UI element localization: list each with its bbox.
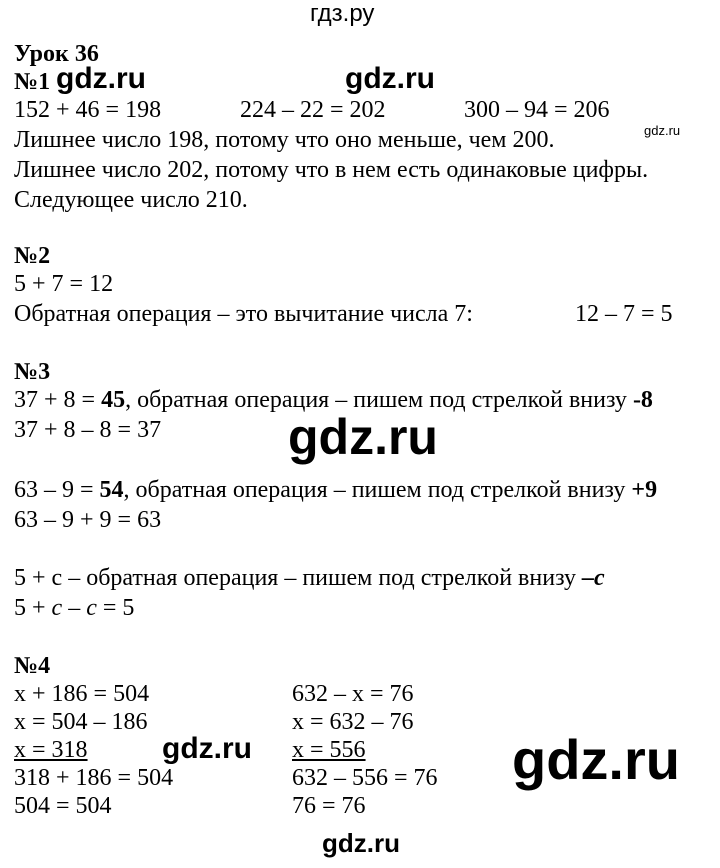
task3-a-result: 45 <box>101 387 126 413</box>
task2-text: Обратная операция – это вычитание числа 7: <box>14 301 473 327</box>
task3-b-result: 54 <box>99 477 124 503</box>
task3-b-sign: +9 <box>631 477 658 503</box>
task3-a-check: 37 + 8 – 8 = 37 <box>14 417 162 443</box>
task4-left-line-1: x + 186 = 504 <box>14 681 150 707</box>
task3-c-text: 5 + с – обратная операция – пишем под стрелкой внизу <box>14 565 583 591</box>
task3-c-check <box>14 594 134 622</box>
site-header: гдз.ру <box>310 0 375 27</box>
task4-right-check: 632 – 556 = 76 <box>292 765 438 791</box>
task1-line-2: Лишнее число 202, потому что в нем есть одинаковые цифры. <box>14 157 649 183</box>
task4-left-line-2: x = 504 – 186 <box>14 709 148 735</box>
task4-right-result: 76 = 76 <box>292 793 366 819</box>
task4-right-line-2: x = 632 – 76 <box>292 709 414 735</box>
task1-line-1: Лишнее число 198, потому что оно меньше, чем 200. <box>14 127 555 153</box>
task4-left-result: 504 = 504 <box>14 793 112 819</box>
task3-c-check-var-2: с <box>86 595 97 621</box>
task3-b-expression: 63 – 9 = <box>14 477 100 503</box>
task1-line-3: Следующее число 210. <box>14 187 248 213</box>
task4-left-answer: x = 318 <box>14 737 88 763</box>
watermark-2: gdz.ru <box>345 62 435 95</box>
watermark-3: gdz.ru <box>644 123 681 138</box>
watermark-6: gdz.ru <box>512 728 680 791</box>
task3-number: №3 <box>14 359 51 385</box>
footer-watermark: gdz.ru <box>322 828 400 858</box>
watermark-1: gdz.ru <box>56 62 146 95</box>
task3-c-check-part-3: = 5 <box>96 595 135 621</box>
task3-b-check: 63 – 9 + 9 = 63 <box>14 507 162 533</box>
task3-c-check-var-1: с <box>51 595 63 621</box>
task2-number: №2 <box>14 243 51 269</box>
task3-c-sign: –с <box>582 565 605 591</box>
task3-a-text: , обратная операция – пишем под стрелкой внизу <box>125 387 633 413</box>
task1-equation-1: 152 + 46 = 198 <box>14 97 162 123</box>
task4-right-answer: x = 556 <box>292 737 366 763</box>
task3-a-sign: -8 <box>632 387 653 413</box>
task3-c-check-part-2: – <box>62 595 87 621</box>
task1-equation-3: 300 – 94 = 206 <box>464 97 610 123</box>
task1-number: №1 <box>14 69 51 95</box>
task4-right-line-1: 632 – x = 76 <box>292 681 414 707</box>
task3-line-c <box>14 564 605 592</box>
task3-a-expression: 37 + 8 = <box>14 387 102 413</box>
task4-left-check: 318 + 186 = 504 <box>14 765 174 791</box>
task3-line-b <box>14 476 657 504</box>
watermark-5: gdz.ru <box>162 732 252 765</box>
task3-c-check-part-1: 5 + <box>14 595 52 621</box>
task1-equation-2: 224 – 22 = 202 <box>240 97 386 123</box>
task2-equation: 5 + 7 = 12 <box>14 271 114 297</box>
task3-b-text: , обратная операция – пишем под стрелкой внизу <box>123 477 632 503</box>
task4-number: №4 <box>14 653 51 679</box>
watermark-4: gdz.ru <box>288 409 438 465</box>
task2-inverse-equation: 12 – 7 = 5 <box>575 301 673 327</box>
lesson-title: Урок 36 <box>14 41 99 67</box>
